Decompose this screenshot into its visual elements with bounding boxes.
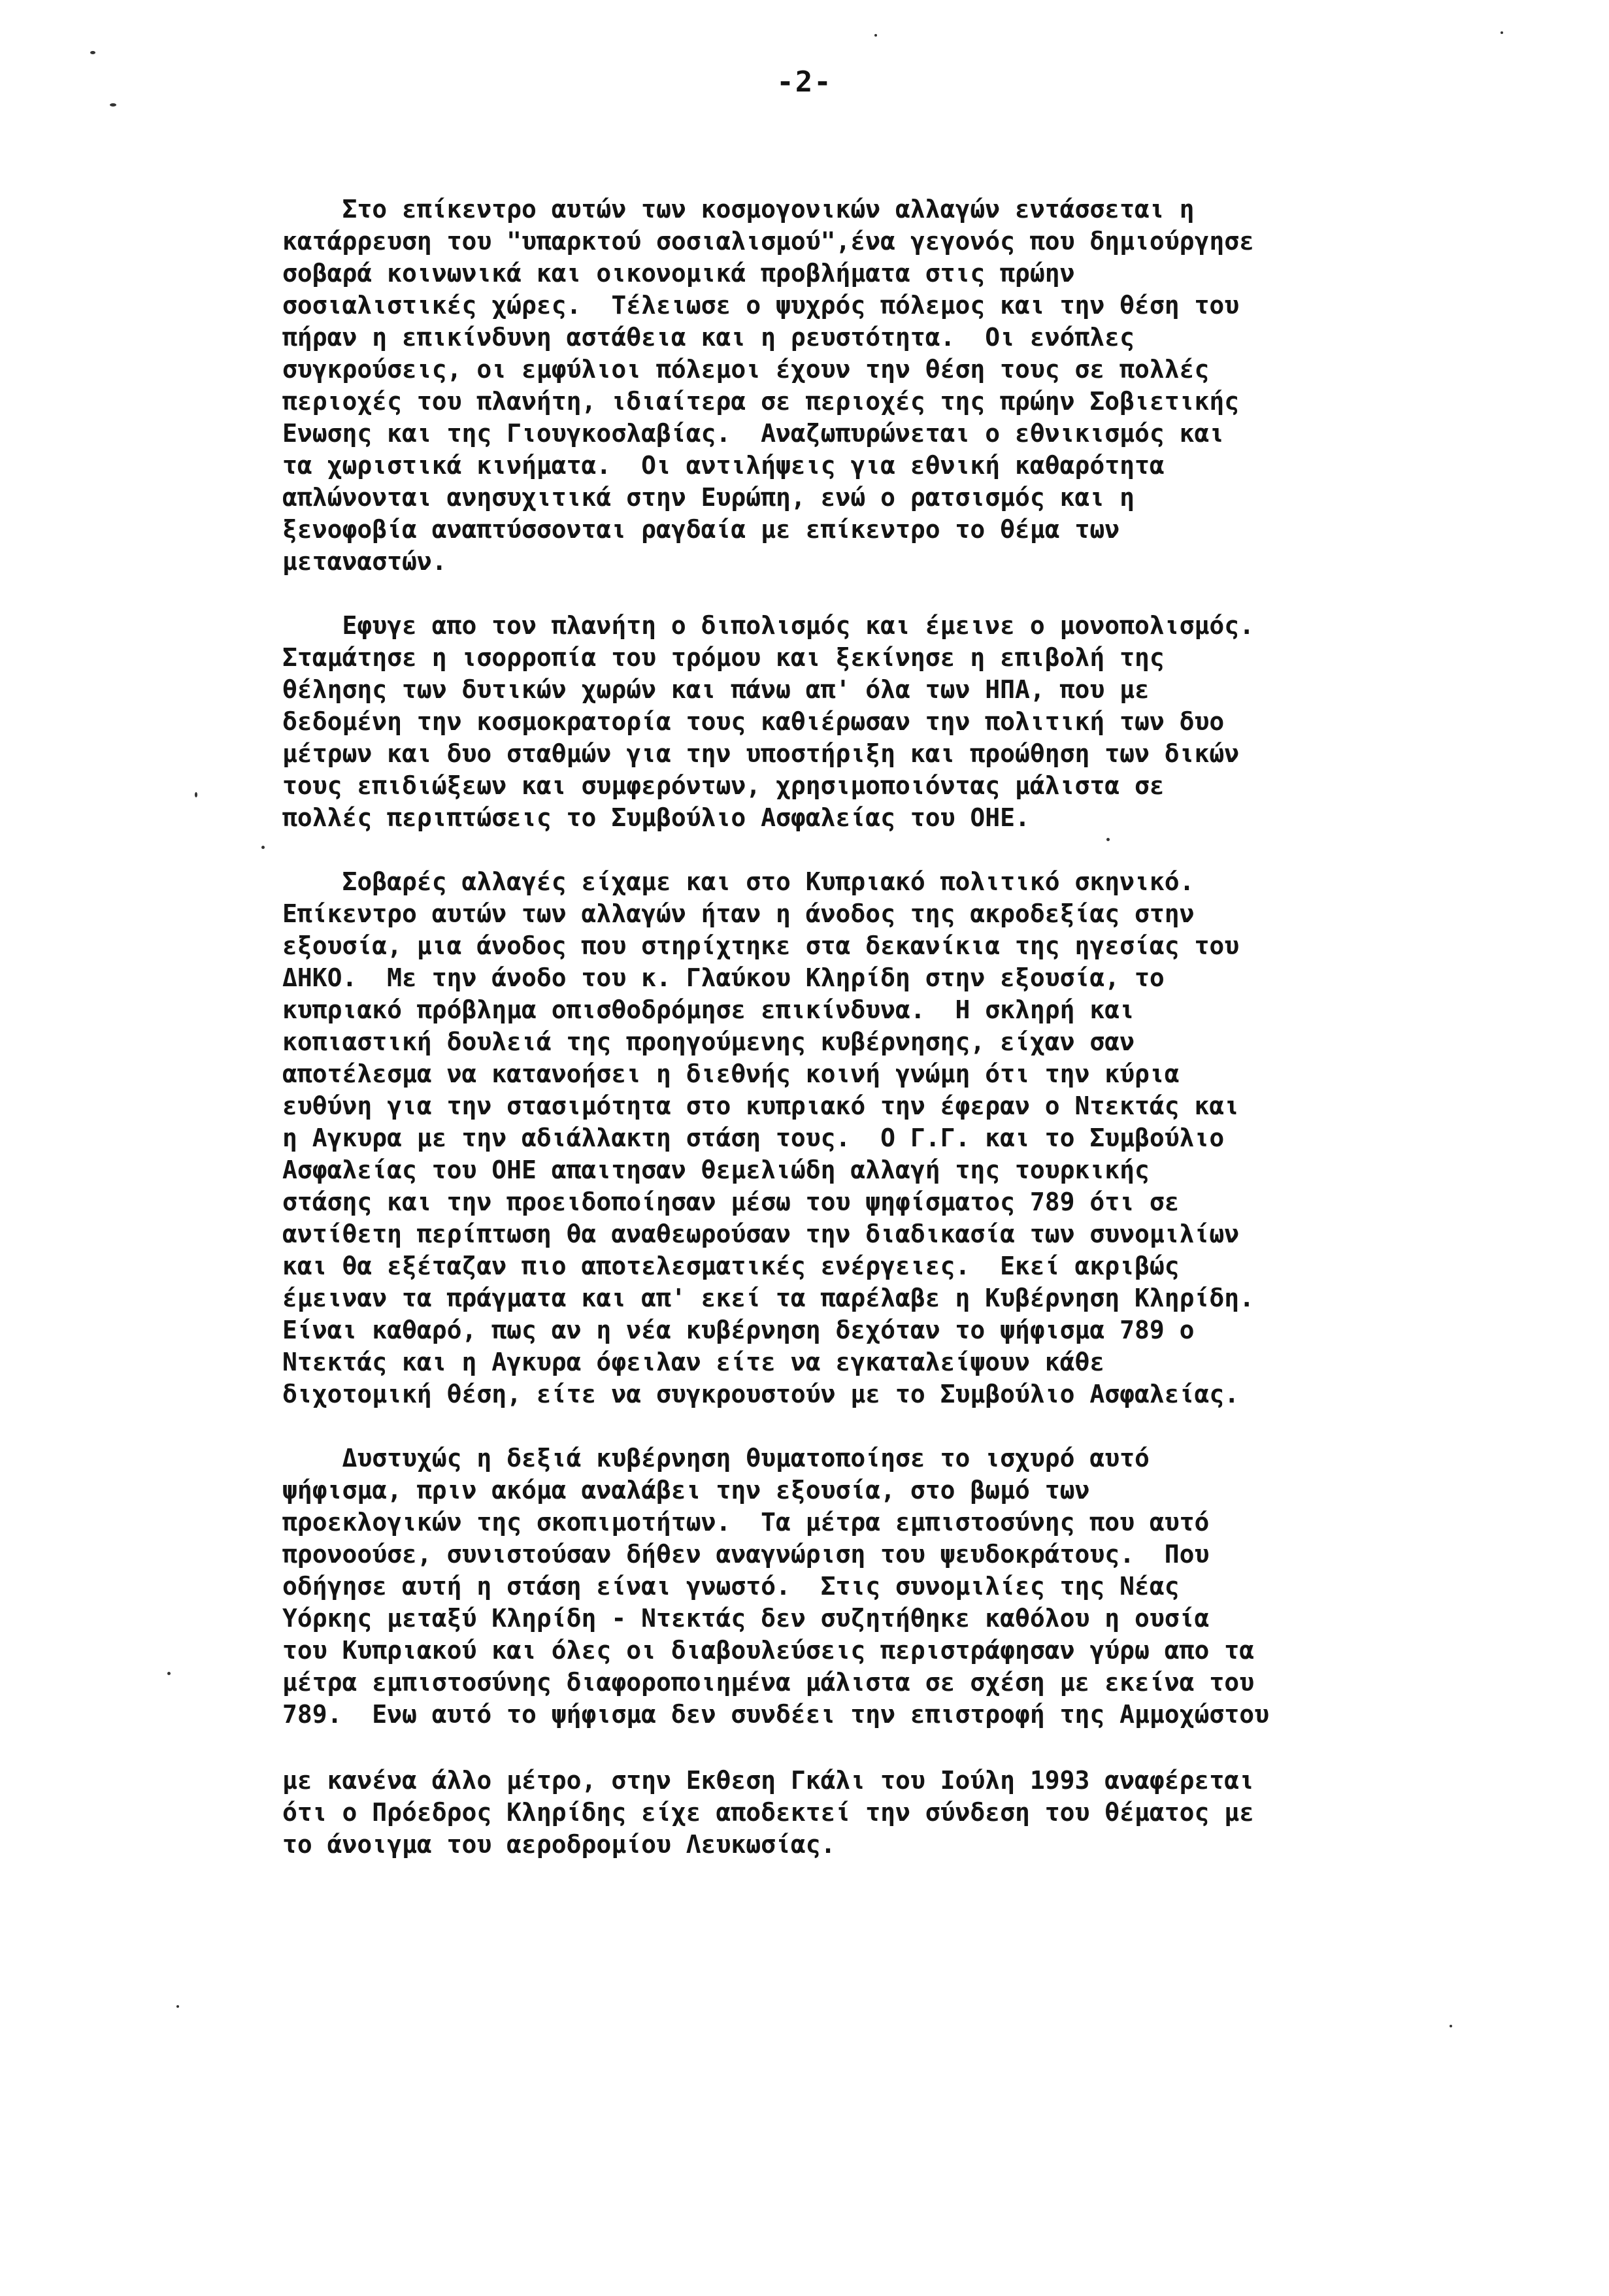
paragraph-monopolism: Εφυγε απο τον πλανήτη ο διπολισμός και έμεινε ο μονοπολισμός. Σταμάτησε η ισορροπία του τρόμου και ξεκίνησε η επιβολή της θέλησης των δυτικών χωρών και πάνω απ' όλα των ΗΠΑ, που με δεδομένη την κοσμοκρατορία τους καθιέρωσαν την πολιτική των δυο μέτρων και δυο σταθμών για την υποστήριξη και προώθηση των δικών τους επιδιώξεων και συμφερόντων, χρησιμοποιόντας μάλιστα σε πολλές περιπτώσεις το Συμβούλιο Ασφαλείας του ΟΗΕ. [282, 611, 1255, 832]
paragraph-ghali-report: με κανένα άλλο μέτρο, στην Εκθεση Γκάλι του Ιούλη 1993 αναφέρεται ότι ο Πρόεδρος Κληρίδης είχε αποδεκτεί την σύνδεση του θέματος με το άνοιγμα του αεροδρομίου Λευκωσίας. [282, 1766, 1255, 1859]
page-number: -2- [776, 65, 833, 99]
scan-speck [176, 2005, 179, 2008]
scan-speck [195, 792, 197, 797]
document-body [282, 193, 1354, 1861]
paragraph-resolution-789: Δυστυχώς η δεξιά κυβέρνηση θυματοποίησε το ισχυρό αυτό ψήφισμα, πριν ακόμα αναλάβει την εξουσία, στο βωμό των προεκλογικών της σκοπιμοτήτων. Τα μέτρα εμπιστοσύνης που αυτό προνοούσε, συνιστούσαν δήθεν αναγνώριση του ψευδοκράτους. Που οδήγησε αυτή η στάση είναι γνωστό. Στις συνομιλίες της Νέας Υόρκης μεταξύ Κληρίδη - Ντεκτάς δεν συζητήθηκε καθόλου η ουσία του Κυπριακού και όλες οι διαβουλεύσεις περιστράφησαν γύρω απο τα μέτρα εμπιστοσύνης διαφοροποιημένα μάλιστα σε σχέση με εκείνα του 789. Ενω αυτό το ψήφισμα δεν συνδέει την επιστροφή της Αμμοχώστου [282, 1444, 1269, 1729]
scan-speck [1106, 838, 1110, 841]
scan-speck [110, 103, 116, 107]
scan-speck [874, 34, 877, 37]
paragraph-cosmogonic-changes: Στο επίκεντρο αυτών των κοσμογονικών αλλαγών εντάσσεται η κατάρρευση του "υπαρκτού σοσιαλισμού",ένα γεγονός που δημιούργησε σοβαρά κοινωνικά και οικονομικά προβλήματα στις πρώην σοσιαλιστικές χώρες. Τέλειωσε ο ψυχρός πόλεμος και την θέση του πήραν η επικίνδυνη αστάθεια και η ρευστότητα. Οι ενόπλες συγκρούσεις, οι εμφύλιοι πόλεμοι έχουν την θέση τους σε πολλές περιοχές του πλανήτη, ιδιαίτερα σε περιοχές της πρώην Σοβιετικής Ενωσης και της Γιουγκοσλαβίας. Αναζωπυρώνεται ο εθνικισμός και τα χωριστικά κινήματα. Οι αντιλήψεις για εθνική καθαρότητα απλώνονται ανησυχιτικά στην Ευρώπη, ενώ ο ρατσισμός και η ξενοφοβία αναπτύσσονται ραγδαία με επίκεντρο το θέμα των μεταναστών. [282, 195, 1255, 576]
paragraph-cyprus-political-scene: Σοβαρές αλλαγές είχαμε και στο Κυπριακό πολιτικό σκηνικό. Επίκεντρο αυτών των αλλαγών ήταν η άνοδος της ακροδεξίας στην εξουσία, μια άνοδος που στηρίχτηκε στα δεκανίκια της ηγεσίας του ΔΗΚΟ. Με την άνοδο του κ. Γλαύκου Κληρίδη στην εξουσία, το κυπριακό πρόβλημα οπισθοδρόμησε επικίνδυνα. Η σκληρή και κοπιαστική δουλειά της προηγούμενης κυβέρνησης, είχαν σαν αποτέλεσμα να κατανοήσει η διεθνής κοινή γνώμη ότι την κύρια ευθύνη για την στασιμότητα στο κυπριακό την έφεραν ο Ντεκτάς και η Αγκυρα με την αδιάλλακτη στάση τους. Ο Γ.Γ. και το Συμβούλιο Ασφαλείας του ΟΗΕ απαιτησαν θεμελιώδη αλλαγή της τουρκικής στάσης και την προειδοποίησαν μέσω του ψηφίσματος 789 ότι σε αντίθετη περίπτωση θα αναθεωρούσαν την διαδικασία των συνομιλίων και θα εξέταζαν πιο αποτελεσματικές ενέργειες. Εκεί ακριβώς έμειναν τα πράγματα και απ' εκεί τα παρέλαβε η Κυβέρνηση Κληρίδη. Είναι καθαρό, πως αν η νέα κυβέρνηση δεχόταν το ψήφισμα 789 ο Ντεκτάς και η Αγκυρα όφειλαν είτε να εγκαταλείψουν κάθε διχοτομική θέση, είτε να συγκρουστούν με το Συμβούλιο Ασφαλείας. [282, 867, 1255, 1408]
scan-speck [1450, 2025, 1452, 2027]
scan-speck [261, 846, 265, 849]
scan-speck [90, 51, 95, 54]
scan-speck [1501, 31, 1503, 34]
scan-speck [167, 1672, 171, 1675]
